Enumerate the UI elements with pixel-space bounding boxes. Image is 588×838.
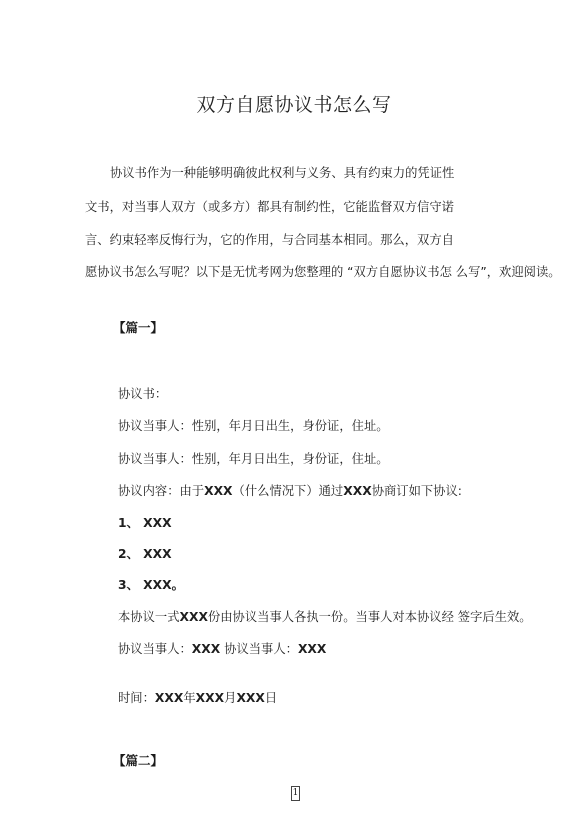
content-placeholder-1: XXX xyxy=(204,484,233,498)
section-heading-1: 【篇一】 xyxy=(113,320,164,335)
list-item-3 xyxy=(118,575,184,593)
party-a-line: 协议当事人：性别，年月日出生，身份证，住址。 xyxy=(118,419,389,433)
intro-line-3: 言、约束轻率反悔行为，它的作用，与合同基本相同。那么，双方自 xyxy=(85,233,454,247)
content-prefix: 协议内容：由于 xyxy=(118,484,205,498)
time-day-value: XXX xyxy=(236,691,265,705)
signature-value-2: XXX xyxy=(297,642,327,656)
copies-line xyxy=(118,607,532,625)
time-label: 时间： xyxy=(118,691,155,705)
list-item-1-number: 1、 xyxy=(118,516,139,530)
time-month-value: XXX xyxy=(195,691,225,705)
time-year-value: XXX xyxy=(154,691,184,705)
time-day-unit: 日 xyxy=(264,691,278,705)
time-line xyxy=(118,688,277,706)
section-heading-2: 【篇二】 xyxy=(113,753,164,768)
time-month-unit: 月 xyxy=(224,691,237,705)
intro-line-1: 协议书作为一种能够明确彼此权利与义务、具有约束力的凭证性 xyxy=(110,166,455,180)
content-suffix: 协商订如下协议: xyxy=(371,484,462,498)
list-item-2-value: XXX xyxy=(143,547,172,561)
signature-label-2: 协议当事人： xyxy=(220,642,298,656)
signature-value-1: XXX xyxy=(191,642,221,656)
document-title: 双方自愿协议书怎么写 xyxy=(196,94,392,116)
content-placeholder-2: XXX xyxy=(343,484,372,498)
copies-prefix: 本协议一式 xyxy=(118,610,180,624)
list-item-1-value: XXX xyxy=(143,516,172,530)
content-line xyxy=(118,481,462,499)
content-middle: （什么情况下）通过 xyxy=(232,484,344,498)
intro-line-2: 文书，对当事人双方（或多方）都具有制约性，它能监督双方信守诺 xyxy=(85,200,454,214)
copies-placeholder: XXX xyxy=(179,610,208,624)
list-item-2 xyxy=(118,544,172,562)
signature-line xyxy=(118,639,326,657)
agreement-label: 协议书： xyxy=(118,387,168,401)
signature-label-1: 协议当事人： xyxy=(118,642,192,656)
copies-suffix: 份由协议当事人各执一份。当事人对本协议经 签字后生效。 xyxy=(207,610,532,624)
page-number: 1 xyxy=(291,786,300,801)
list-item-3-number: 3、 xyxy=(118,578,139,592)
list-item-1 xyxy=(118,513,172,531)
time-year-unit: 年 xyxy=(183,691,196,705)
list-item-2-number: 2、 xyxy=(118,547,139,561)
intro-line-4: 愿协议书怎么写呢？以下是无忧考网为您整理的 “双方自愿协议书怎 么写”，欢迎阅读。 xyxy=(85,265,561,279)
list-item-3-value: XXX。 xyxy=(143,578,184,592)
party-b-line: 协议当事人：性别，年月日出生，身份证，住址。 xyxy=(118,452,389,466)
